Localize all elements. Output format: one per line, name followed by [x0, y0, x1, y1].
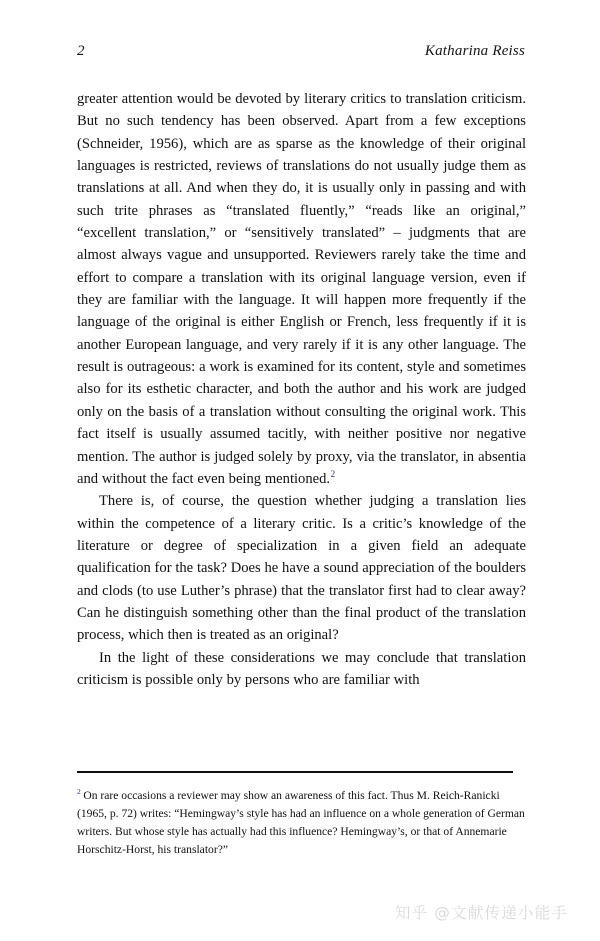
- footnote-reference-2[interactable]: 2: [330, 468, 336, 479]
- footnote-block: [77, 787, 527, 859]
- page-number: 2: [77, 43, 85, 59]
- paragraph-3: [77, 647, 526, 692]
- footnote-number-2[interactable]: 2: [77, 787, 81, 797]
- paragraph-2-text: There is, of course, the question whether judging a translation lies within the competence of a literary critic. Is a critic’s knowledge of the literature or degree of specialization in a given field an adequate qualification for the task? Does he have a sound appreciation of the boulders and clods (to use Luther’s phrase) that the translator first had to clear away? Can he distinguish something other than the final product of the translation process, which then is treated as an original?: [77, 493, 526, 644]
- running-head: [77, 40, 525, 62]
- footnote-separator-rule: [77, 771, 513, 773]
- paragraph-2: [77, 490, 526, 646]
- paragraph-3-text: In the light of these considerations we may conclude that translation criticism is possible only by persons who are familiar with: [77, 649, 526, 688]
- watermark: 知乎 @文献传递小能手: [394, 904, 568, 922]
- paragraph-1-text: greater attention would be devoted by literary critics to translation criticism. But no such tendency has been observed. Apart from a few exceptions (Schneider, 1956), which are as sparse as the knowledge of their original languages is restricted, reviews of translations do not usually judge them as translations at all. And when they do, it is usually only in passing and with such trite phrases as “translated fluently,” “reads like an original,” “excellent translation,” or “sensitively translated” – judgments that are almost always vague and unsupported. Reviewers rarely take the time and effort to compare a translation with its original language version, even if they are familiar with the language. It will happen more frequently if the language of the original is either English or French, less frequently if it is another European language, and very rarely if it is any other language. The result is outrageous: a work is examined for its content, style and sometimes also for its esthetic character, and both the author and his work are judged only on the basis of a translation without consulting the original work. This fact itself is usually assumed tacitly, with neither positive nor negative mention. The author is judged solely by proxy, via the translator, in absentia and without the fact even being mentioned.: [77, 91, 526, 487]
- footnote-2-text: On rare occasions a reviewer may show an awareness of this fact. Thus M. Reich-Ranicki (1965, p. 72) writes: “Hemingway’s style has had an influence on a whole generation of German writers. But whose style has actually had this influence? Hemingway’s, or that of Annemarie Horschitz-Horst, his translator?”: [77, 789, 525, 857]
- running-head-author: Katharina Reiss: [424, 43, 525, 59]
- footnote-2: [77, 787, 527, 859]
- body-text-column: [77, 88, 526, 691]
- paragraph-1: [77, 88, 526, 490]
